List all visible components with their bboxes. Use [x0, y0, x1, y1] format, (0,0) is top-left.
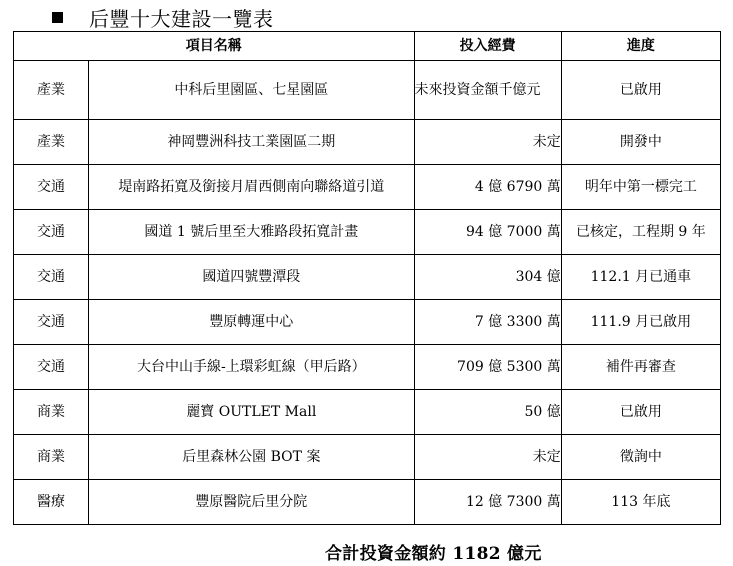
row-project-name: 神岡豐洲科技工業園區二期 [89, 120, 414, 165]
row-investment: 709 億 5300 萬 [414, 345, 561, 390]
table-row [14, 165, 721, 210]
row-category: 產業 [14, 120, 89, 165]
row-project-name: 豐原醫院后里分院 [89, 480, 414, 525]
row-investment: 未來投資金額千億元 [414, 61, 561, 120]
row-investment: 304 億 [414, 255, 561, 300]
row-investment: 未定 [414, 120, 561, 165]
table-row [14, 435, 721, 480]
row-progress: 113 年底 [561, 480, 720, 525]
row-investment: 未定 [414, 435, 561, 480]
projects-table [13, 31, 721, 525]
table-row [14, 480, 721, 525]
table-row [14, 120, 721, 165]
row-category: 交通 [14, 300, 89, 345]
row-progress: 已啟用 [561, 390, 720, 435]
table-row [14, 210, 721, 255]
table-row [14, 390, 721, 435]
row-project-name: 后里森林公園 BOT 案 [89, 435, 414, 480]
row-category: 商業 [14, 435, 89, 480]
row-progress: 補件再審查 [561, 345, 720, 390]
table-row [14, 345, 721, 390]
row-progress: 112.1 月已通車 [561, 255, 720, 300]
header-investment: 投入經費 [414, 32, 561, 61]
row-investment: 50 億 [414, 390, 561, 435]
row-progress: 已核定，工程期 9 年 [561, 210, 720, 255]
row-project-name: 麗寶 OUTLET Mall [89, 390, 414, 435]
row-category: 交通 [14, 255, 89, 300]
header-progress: 進度 [561, 32, 720, 61]
row-investment: 7 億 3300 萬 [414, 300, 561, 345]
table-header-row [14, 32, 721, 61]
row-project-name: 國道 1 號后里至大雅路段拓寬計畫 [89, 210, 414, 255]
square-bullet-icon [52, 12, 63, 23]
row-project-name: 中科后里園區、七星園區 [89, 61, 414, 120]
row-category: 醫療 [14, 480, 89, 525]
row-project-name: 堤南路拓寬及銜接月眉西側南向聯絡道引道 [89, 165, 414, 210]
table-row [14, 255, 721, 300]
row-progress: 開發中 [561, 120, 720, 165]
row-project-name: 大台中山手線-上環彩虹線（甲后路） [89, 345, 414, 390]
row-project-name: 國道四號豐潭段 [89, 255, 414, 300]
table-row [14, 61, 721, 120]
row-progress: 明年中第一標完工 [561, 165, 720, 210]
row-category: 交通 [14, 165, 89, 210]
row-category: 商業 [14, 390, 89, 435]
table-row [14, 300, 721, 345]
row-category: 交通 [14, 210, 89, 255]
row-progress: 111.9 月已啟用 [561, 300, 720, 345]
page-title: 后豐十大建設一覽表 [89, 6, 274, 31]
row-project-name: 豐原轉運中心 [89, 300, 414, 345]
row-progress: 徵詢中 [561, 435, 720, 480]
row-investment: 94 億 7000 萬 [414, 210, 561, 255]
row-investment: 12 億 7300 萬 [414, 480, 561, 525]
row-investment: 4 億 6790 萬 [414, 165, 561, 210]
row-category: 產業 [14, 61, 89, 120]
page-heading [52, 4, 274, 30]
total-investment-note: 合計投資金額約 1182 億元 [325, 544, 542, 564]
header-project-name: 項目名稱 [14, 32, 415, 61]
row-progress: 已啟用 [561, 61, 720, 120]
row-category: 交通 [14, 345, 89, 390]
